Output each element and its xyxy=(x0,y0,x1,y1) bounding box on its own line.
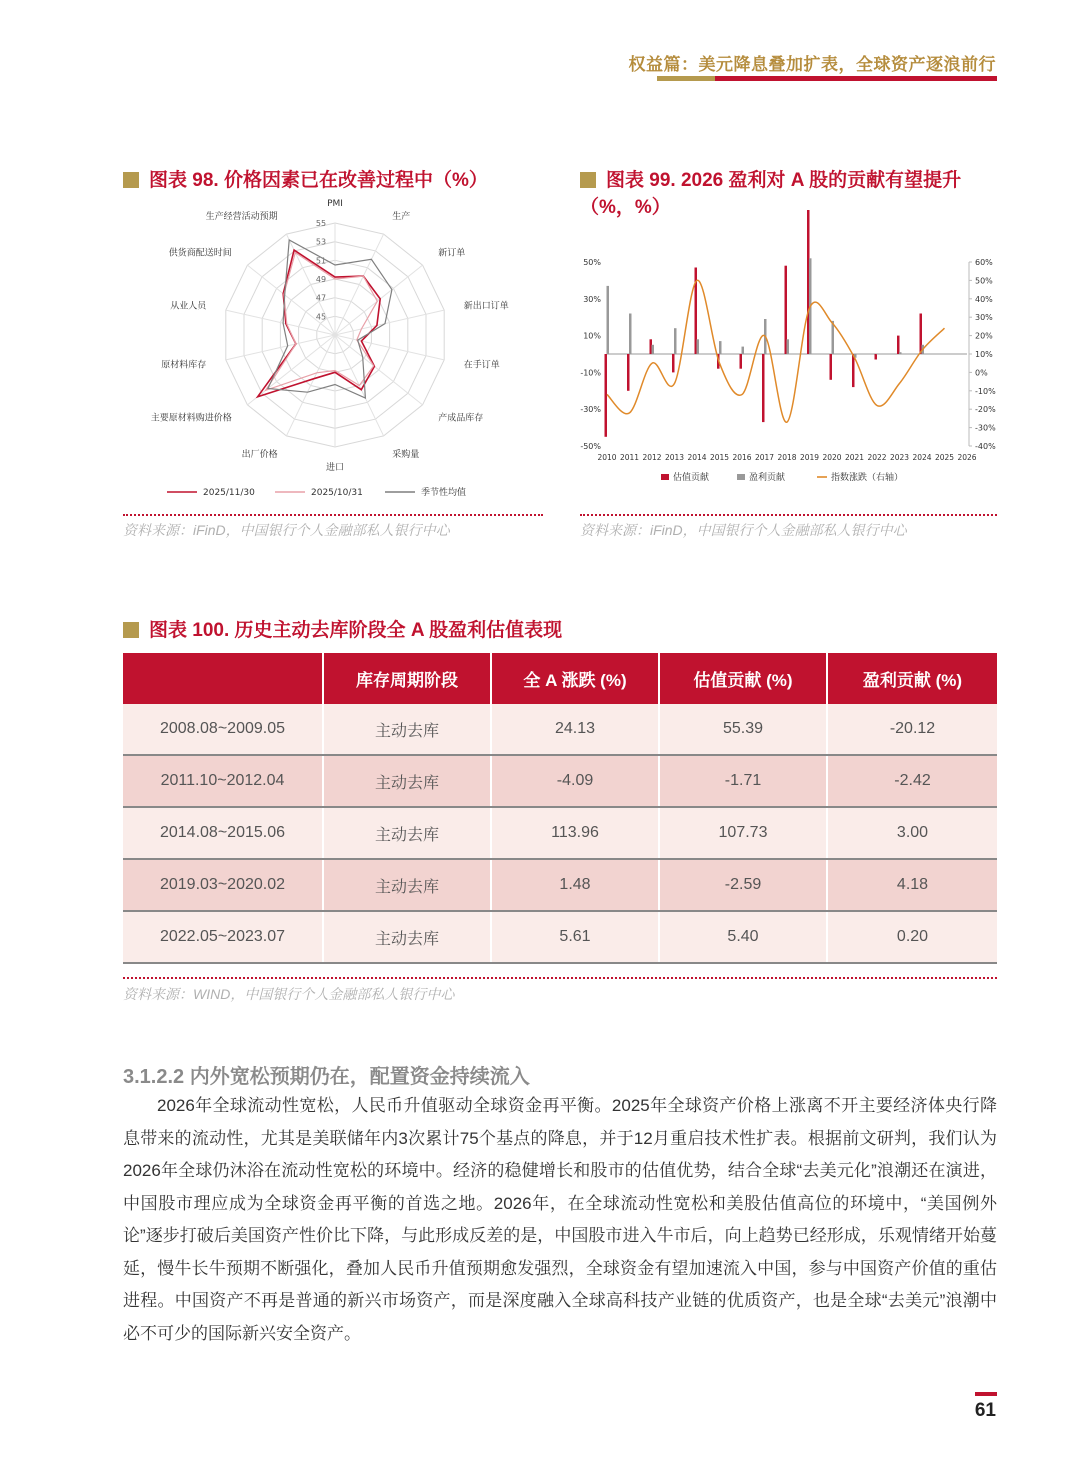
legend-label: 指数涨跌（右轴） xyxy=(831,473,904,483)
bar-valuation xyxy=(740,354,743,369)
title-marker xyxy=(580,172,596,188)
table-cell: 主动去库 xyxy=(323,704,491,755)
right-axis-tick: 50% xyxy=(975,276,993,286)
radial-tick-label: 53 xyxy=(315,237,327,247)
x-tick-label: 2023 xyxy=(889,453,910,462)
table-cell: -20.12 xyxy=(827,704,997,755)
table-cell: 2022.05~2023.07 xyxy=(123,911,323,963)
valuation-table xyxy=(123,653,997,964)
right-axis-tick: -10% xyxy=(975,386,996,396)
radial-tick-label: 49 xyxy=(315,275,327,284)
radar-axis-label: 采购量 xyxy=(392,449,420,460)
radial-tick-label: 45 xyxy=(315,312,327,322)
radar-axis-label: 出厂价格 xyxy=(241,449,278,460)
x-tick-label: 2011 xyxy=(619,453,640,462)
legend-label: 季节性均值 xyxy=(421,488,467,498)
bar-valuation xyxy=(605,354,608,437)
left-axis-tick: -10% xyxy=(580,368,601,378)
table-cell: 主动去库 xyxy=(323,755,491,807)
fig99-source: 资料来源：iFinD，中国银行个人金融部私人银行中心 xyxy=(580,522,907,538)
header-cell: 全 A 涨跌 (%) xyxy=(491,653,659,704)
index-change-line xyxy=(607,280,945,422)
x-tick-label: 2025 xyxy=(934,453,955,462)
radar-axis-label: PMI xyxy=(327,199,343,209)
bar-earnings xyxy=(629,314,632,355)
bar-earnings xyxy=(674,328,677,354)
header-cell: 估值贡献 (%) xyxy=(659,653,827,704)
radial-tick-label: 47 xyxy=(315,293,327,303)
x-tick-label: 2010 xyxy=(597,453,617,462)
x-tick-label: 2014 xyxy=(687,453,707,462)
bar-earnings xyxy=(899,352,902,354)
bar-valuation xyxy=(830,354,833,380)
x-tick-label: 2022 xyxy=(867,453,887,462)
fig99-divider xyxy=(580,514,997,516)
bar-earnings xyxy=(697,339,700,354)
bar-valuation xyxy=(627,354,630,391)
legend-label: 估值贡献 xyxy=(673,473,710,483)
bar-earnings xyxy=(877,354,880,355)
legend-label: 2025/11/30 xyxy=(203,488,255,498)
legend-swatch xyxy=(737,474,745,480)
radar-axis-label: 从业人员 xyxy=(170,301,207,312)
x-tick-label: 2016 xyxy=(732,453,752,462)
radar-axis-label: 新出口订单 xyxy=(463,301,509,312)
legend-label: 2025/10/31 xyxy=(311,488,363,498)
radial-tick-label: 55 xyxy=(315,219,327,228)
bar-valuation xyxy=(672,354,675,372)
right-axis-tick: -20% xyxy=(975,405,996,415)
table-cell: 2011.10~2012.04 xyxy=(123,755,323,807)
page-number-rule xyxy=(975,1392,997,1396)
radar-axis-label: 原材料库存 xyxy=(161,360,207,371)
table-cell: 1.48 xyxy=(491,859,659,911)
table-cell: -2.59 xyxy=(659,859,827,911)
right-axis-tick: 20% xyxy=(975,331,993,341)
radar-axis-label: 进口 xyxy=(325,463,345,473)
radar-axis-label: 在手订单 xyxy=(463,360,500,371)
table-cell: 5.40 xyxy=(659,911,827,963)
bar-earnings xyxy=(652,345,655,354)
right-axis-tick: -40% xyxy=(975,442,996,451)
right-axis-tick: 30% xyxy=(975,313,993,323)
body-paragraph: 2026年全球流动性宽松，人民币升值驱动全球资金再平衡。2025年全球资产价格上涨离不开主要经济体央行降息带来的流动性，尤其是美联储年内3次累计75个基点的降息，并于12月重启技术性扩表。根据前文研判，我们认为2026年全球仍沐浴在流动性宽松的环境中。经济的稳健增长和股市的估值优势，结合全球“去美元化”浪潮还在演进，中国股市理应成为全球资金再平衡的首选之地。2026年，在全球流动性宽松和美股估值高位的环境中，“美国例外论”逐步打破后美国资产性价比下降，与此形成反差的是，中国股市进入牛市后，向上趋势已经形成，乐观情绪开始蔓延，慢牛长牛预期不断强化，叠加人民币升值预期愈发强烈，全球资金有望加速流入中国，参与中国资产价值的重估进程。中国资产不再是普通的新兴市场资产，而是深度融入全球高科技产业链的优质资产，也是全球“去美元”浪潮中必不可少的国际新兴安全资产。 xyxy=(123,1096,997,1343)
bar-earnings xyxy=(742,347,745,354)
header-cell: 盈利贡献 (%) xyxy=(827,653,997,704)
x-tick-label: 2019 xyxy=(799,453,820,462)
radar-axis-label: 生产经营活动预期 xyxy=(205,212,278,223)
radar-spoke xyxy=(335,234,384,335)
table-cell: 4.18 xyxy=(827,859,997,911)
table-cell: 2014.08~2015.06 xyxy=(123,807,323,859)
table-cell: 113.96 xyxy=(491,807,659,859)
radar-chart xyxy=(123,198,543,508)
left-axis-tick: 50% xyxy=(583,258,601,267)
x-tick-label: 2015 xyxy=(709,453,730,462)
x-tick-label: 2013 xyxy=(664,453,685,462)
fig99-title-text: 图表 99. 2026 盈利对 A 股的贡献有望提升（%，%） xyxy=(580,170,962,218)
running-header: 权益篇：美元降息叠加扩表，全球资产逐浪前行 xyxy=(628,55,996,74)
radar-axis-label: 主要原材料购进价格 xyxy=(150,413,232,424)
bar-earnings xyxy=(719,341,722,354)
table-row xyxy=(123,755,997,807)
table100-source: 资料来源：WIND，中国银行个人金融部私人银行中心 xyxy=(123,986,455,1002)
left-axis-tick: -50% xyxy=(580,442,601,451)
page-number: 61 xyxy=(974,1400,996,1421)
radial-tick-label: 51 xyxy=(315,256,327,266)
x-tick-label: 2020 xyxy=(822,453,842,462)
left-axis-tick: 30% xyxy=(583,294,601,304)
table-row xyxy=(123,911,997,963)
table-cell: 24.13 xyxy=(491,704,659,755)
legend-label: 盈利贡献 xyxy=(749,473,786,483)
x-tick-label: 2021 xyxy=(844,453,865,462)
header-cell: 库存周期阶段 xyxy=(323,653,491,704)
table-cell: 0.20 xyxy=(827,911,997,963)
x-tick-label: 2017 xyxy=(754,453,775,462)
radar-axis-label: 新订单 xyxy=(438,248,466,259)
radar-axis-label: 供货商配送时间 xyxy=(168,248,232,259)
table100-title xyxy=(123,617,723,644)
bar-valuation xyxy=(762,354,765,422)
radar-axis-label: 产成品库存 xyxy=(438,413,484,424)
bar-valuation xyxy=(875,354,878,360)
table-cell: -2.42 xyxy=(827,755,997,807)
bar-earnings xyxy=(787,339,790,354)
table-cell: -1.71 xyxy=(659,755,827,807)
x-tick-label: 2018 xyxy=(777,453,797,462)
table-cell: 主动去库 xyxy=(323,807,491,859)
right-axis-tick: -30% xyxy=(975,423,996,433)
section-heading: 3.1.2.2 内外宽松预期仍在，配置资金持续流入 xyxy=(123,1066,530,1088)
fig98-title xyxy=(123,167,543,194)
table-cell: -4.09 xyxy=(491,755,659,807)
title-marker xyxy=(123,172,139,188)
table-cell: 3.00 xyxy=(827,807,997,859)
header-rule-gold xyxy=(657,76,715,81)
legend-swatch xyxy=(661,474,669,480)
table-cell: 55.39 xyxy=(659,704,827,755)
bar-valuation xyxy=(897,336,900,354)
right-axis-tick: 0% xyxy=(975,368,988,378)
fig98-source: 资料来源：iFinD，中国银行个人金融部私人银行中心 xyxy=(123,522,450,538)
table-cell: 5.61 xyxy=(491,911,659,963)
table-cell: 2019.03~2020.02 xyxy=(123,859,323,911)
title-marker xyxy=(123,622,139,638)
header-cell xyxy=(123,653,323,704)
bar-line-chart xyxy=(577,210,997,500)
table-cell: 2008.08~2009.05 xyxy=(123,704,323,755)
table-row xyxy=(123,807,997,859)
bar-valuation xyxy=(852,354,855,387)
table100-divider xyxy=(123,977,997,979)
bar-earnings xyxy=(607,286,610,354)
table-row xyxy=(123,859,997,911)
radar-axis-label: 生产 xyxy=(392,212,411,223)
x-tick-label: 2026 xyxy=(957,453,977,462)
fig98-divider xyxy=(123,514,543,516)
x-tick-label: 2024 xyxy=(912,453,932,462)
table-row xyxy=(123,704,997,755)
table-cell: 主动去库 xyxy=(323,859,491,911)
table-cell: 107.73 xyxy=(659,807,827,859)
fig98-title-text: 图表 98. 价格因素已在改善过程中（%） xyxy=(149,170,488,191)
right-axis-tick: 10% xyxy=(975,350,993,359)
x-tick-label: 2012 xyxy=(642,453,662,462)
table100-title-text: 图表 100. 历史主动去库阶段全 A 股盈利估值表现 xyxy=(149,620,563,641)
header-rule-red xyxy=(715,76,997,81)
left-axis-tick: -30% xyxy=(580,405,601,415)
table-cell: 主动去库 xyxy=(323,911,491,963)
right-axis-tick: 40% xyxy=(975,294,993,304)
table-header-row xyxy=(123,653,997,704)
right-axis-tick: 60% xyxy=(975,258,993,267)
bar-earnings xyxy=(832,321,835,354)
left-axis-tick: 10% xyxy=(583,331,601,341)
